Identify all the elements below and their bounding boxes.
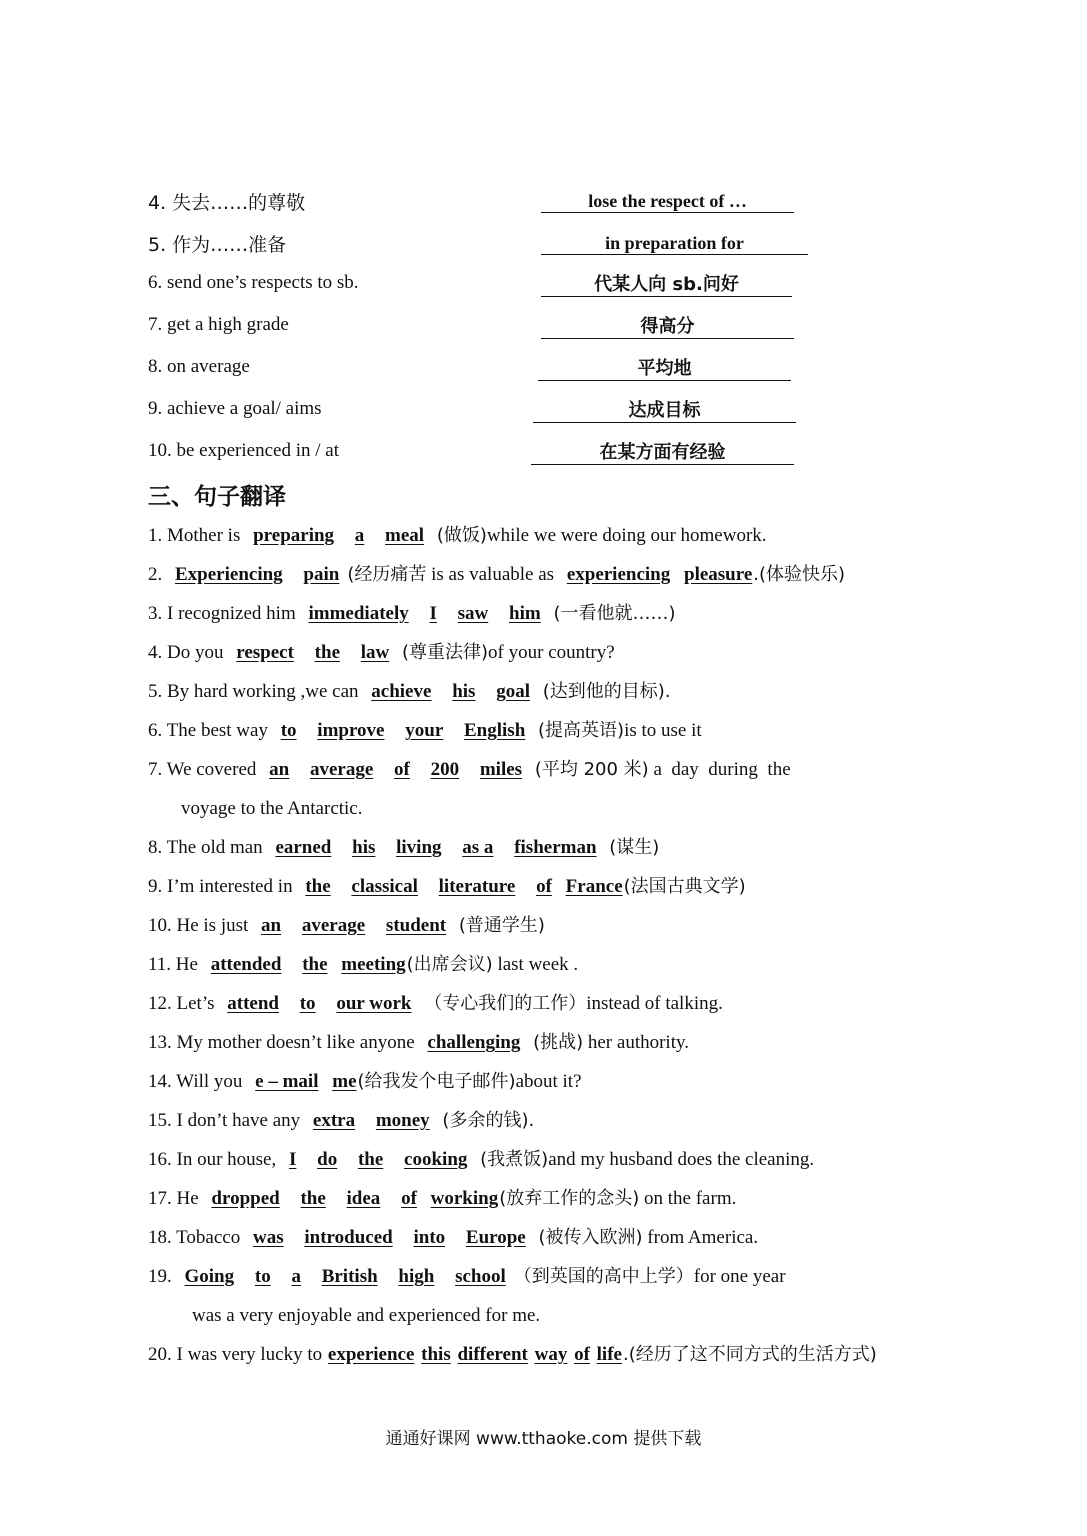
section-title: 三、句子翻译 xyxy=(148,484,286,510)
answer-blank: the xyxy=(305,876,331,897)
sentence-11 xyxy=(148,952,998,978)
answer-blank: pain xyxy=(303,564,340,585)
answer-blank: miles xyxy=(479,759,523,780)
phrase-row xyxy=(148,356,1008,386)
chinese-hint: (给我发个电子邮件) xyxy=(357,1071,516,1092)
answer-blank: this xyxy=(421,1344,451,1365)
sentence-text: is to use it xyxy=(624,720,702,741)
answer-blank: of xyxy=(394,759,410,780)
answer-blank: respect xyxy=(236,642,294,663)
sentence-continuation: was a very enjoyable and experienced for me. xyxy=(192,1305,541,1326)
chinese-hint: (多余的钱). xyxy=(442,1110,535,1131)
answer-blank: dropped xyxy=(211,1188,280,1209)
answer-blank: to xyxy=(254,1266,271,1287)
answer-blank: British xyxy=(321,1266,378,1287)
answer-blank: the xyxy=(302,954,328,975)
phrase-answer: 平均地 xyxy=(538,358,791,381)
chinese-hint: (一看他就……) xyxy=(553,603,676,624)
answer-blank: working xyxy=(430,1188,499,1209)
answer-blank: into xyxy=(413,1227,446,1248)
chinese-hint: (普通学生) xyxy=(458,915,545,936)
answer-blank: the xyxy=(357,1149,384,1170)
sentence-text: 17. He xyxy=(148,1188,199,1209)
sentence-18 xyxy=(148,1225,998,1251)
answer-blank: achieve xyxy=(371,681,432,702)
answer-blank: earned xyxy=(275,837,332,858)
sentence-8 xyxy=(148,835,998,861)
sentence-text: 13. My mother doesn’t like anyone xyxy=(148,1032,415,1053)
answer-blank: an xyxy=(261,915,282,936)
phrase-question: 9. achieve a goal/ aims xyxy=(148,398,322,419)
sentence-text: from America. xyxy=(647,1227,759,1248)
phrase-question: 10. be experienced in / at xyxy=(148,440,339,461)
answer-blank: 200 xyxy=(430,759,460,780)
chinese-hint: （到英国的高中上学） xyxy=(513,1266,694,1287)
phrase-answer: 在某方面有经验 xyxy=(531,442,794,465)
answer-blank: money xyxy=(375,1110,430,1131)
chinese-hint: (谋生) xyxy=(609,837,660,858)
answer-blank: Europe xyxy=(465,1227,526,1248)
answer-blank: school xyxy=(455,1266,506,1287)
phrase-row xyxy=(148,188,1008,218)
sentence-text: 19. xyxy=(148,1266,172,1287)
phrase-row xyxy=(148,314,1008,344)
sentence-text: 3. I recognized him xyxy=(148,603,296,624)
answer-blank: I xyxy=(288,1149,297,1170)
answer-blank: of xyxy=(536,876,552,897)
phrase-answer: 达成目标 xyxy=(533,400,796,423)
answer-blank: goal xyxy=(496,681,530,702)
phrase-question: 5. 作为……准备 xyxy=(148,234,287,256)
phrase-row xyxy=(148,398,1008,428)
answer-blank: do xyxy=(317,1149,338,1170)
answer-blank: average xyxy=(309,759,374,780)
phrase-question: 6. send one’s respects to sb. xyxy=(148,272,359,293)
sentence-text: last week . xyxy=(497,954,579,975)
sentence-text: 9. I’m interested in xyxy=(148,876,293,897)
sentence-text: 1. Mother is xyxy=(148,525,241,546)
sentence-text: 6. The best way xyxy=(148,720,268,741)
sentence-text: 4. Do you xyxy=(148,642,224,663)
phrase-row xyxy=(148,440,1008,470)
chinese-hint: (达到他的目标). xyxy=(542,681,671,702)
answer-blank: preparing xyxy=(253,525,335,546)
sentence-text: 11. He xyxy=(148,954,198,975)
phrase-answer: in preparation for xyxy=(541,232,808,255)
answer-blank: to xyxy=(280,720,297,741)
answer-blank: attended xyxy=(210,954,282,975)
answer-blank: idea xyxy=(346,1188,381,1209)
answer-blank: a xyxy=(291,1266,301,1287)
sentence-1 xyxy=(148,523,998,549)
answer-blank: life xyxy=(596,1344,622,1365)
answer-blank: student xyxy=(385,915,447,936)
sentence-7 xyxy=(148,757,998,783)
answer-blank: Going xyxy=(184,1266,235,1287)
answer-blank: meeting xyxy=(341,954,406,975)
answer-blank: classical xyxy=(351,876,418,897)
answer-blank: our work xyxy=(336,993,412,1014)
sentence-text: 10. He is just xyxy=(148,915,249,936)
answer-blank: average xyxy=(301,915,366,936)
chinese-hint: (做饭) xyxy=(436,525,487,546)
sentence-17 xyxy=(148,1186,998,1212)
answer-blank: the xyxy=(300,1188,326,1209)
sentence-12 xyxy=(148,991,998,1017)
phrase-row xyxy=(148,230,1008,260)
answer-blank: pleasure xyxy=(684,564,753,585)
answer-blank: literature xyxy=(438,876,516,897)
answer-blank: fisherman xyxy=(514,837,597,858)
answer-blank: cooking xyxy=(404,1149,468,1170)
sentence-text: instead of talking. xyxy=(586,993,723,1014)
chinese-hint: （专心我们的工作） xyxy=(424,993,587,1014)
sentence-continuation: voyage to the Antarctic. xyxy=(181,798,363,819)
sentence-16 xyxy=(148,1147,998,1173)
chinese-hint: (经历痛苦 xyxy=(347,564,427,585)
sentence-text: on the farm. xyxy=(644,1188,737,1209)
sentence-10 xyxy=(148,913,998,939)
answer-blank: a xyxy=(354,525,365,546)
sentence-text: about it? xyxy=(515,1071,582,1092)
chinese-hint: (放弃工作的念头) xyxy=(499,1188,640,1209)
answer-blank: was xyxy=(253,1227,284,1248)
sentence-text: for one year xyxy=(693,1266,786,1287)
sentence-text: is as valuable as xyxy=(431,564,555,585)
answer-blank: saw xyxy=(457,603,489,624)
answer-blank: immediately xyxy=(308,603,409,624)
page-footer: 通通好课网 www.tthaoke.com 提供下载 xyxy=(385,1429,702,1449)
answer-blank: English xyxy=(464,720,526,741)
phrase-answer: 代某人向 sb.问好 xyxy=(541,274,792,297)
chinese-hint: (尊重法律) xyxy=(402,642,489,663)
sentence-3 xyxy=(148,601,998,627)
answer-blank: introduced xyxy=(304,1227,393,1248)
chinese-hint: (我煮饭) xyxy=(480,1149,549,1170)
answer-blank: as a xyxy=(462,837,494,858)
sentence-text: 14. Will you xyxy=(148,1071,243,1092)
answer-blank: Experiencing xyxy=(175,564,283,585)
phrase-question: 8. on average xyxy=(148,356,250,377)
answer-blank: his xyxy=(452,681,476,702)
answer-blank: challenging xyxy=(427,1032,521,1053)
chinese-hint: .(体验快乐) xyxy=(753,564,846,585)
answer-blank: to xyxy=(299,993,316,1014)
sentence-text: 12. Let’s xyxy=(148,993,215,1014)
answer-blank: France xyxy=(565,876,623,897)
sentence-15 xyxy=(148,1108,998,1134)
answer-blank: law xyxy=(360,642,390,663)
sentence-5 xyxy=(148,679,998,705)
sentence-text: and my husband does the cleaning. xyxy=(548,1149,815,1170)
sentence-6 xyxy=(148,718,998,744)
phrase-answer: lose the respect of … xyxy=(541,190,794,213)
answer-blank: me xyxy=(332,1071,357,1092)
chinese-hint: (平均 200 米) xyxy=(534,759,649,780)
sentence-text: a day during the xyxy=(653,759,791,780)
sentence-2 xyxy=(148,562,998,588)
answer-blank: your xyxy=(405,720,444,741)
answer-blank: of xyxy=(401,1188,417,1209)
answer-blank: attend xyxy=(227,993,279,1014)
sentence-text: 16. In our house, xyxy=(148,1149,277,1170)
sentence-text: 5. By hard working ,we can xyxy=(148,681,359,702)
chinese-hint: (法国古典文学) xyxy=(623,876,746,897)
phrase-row xyxy=(148,272,1008,302)
sentence-4 xyxy=(148,640,998,666)
answer-blank: meal xyxy=(385,525,425,546)
phrase-question: 7. get a high grade xyxy=(148,314,289,335)
answer-blank: of xyxy=(574,1344,590,1365)
answer-blank: experience xyxy=(327,1344,415,1365)
answer-blank: improve xyxy=(317,720,385,741)
sentence-text: 7. We covered xyxy=(148,759,257,780)
answer-blank: an xyxy=(269,759,290,780)
sentence-text: her authority. xyxy=(587,1032,689,1053)
answer-blank: his xyxy=(352,837,376,858)
sentence-20 xyxy=(148,1342,998,1368)
chinese-hint: .(经历了这不同方式的生活方式) xyxy=(622,1344,877,1365)
chinese-hint: (提高英语) xyxy=(538,720,625,741)
chinese-hint: (出席会议) xyxy=(406,954,493,975)
answer-blank: I xyxy=(429,603,437,624)
sentence-9 xyxy=(148,874,998,900)
sentence-text: 8. The old man xyxy=(148,837,263,858)
sentence-text: while we were doing our homework. xyxy=(486,525,767,546)
sentence-14 xyxy=(148,1069,998,1095)
answer-blank: e – mail xyxy=(255,1071,319,1092)
phrase-answer: 得高分 xyxy=(541,316,794,339)
sentence-text: 20. I was very lucky to xyxy=(148,1344,323,1365)
sentence-text: 15. I don’t have any xyxy=(148,1110,301,1131)
answer-blank: different xyxy=(457,1344,528,1365)
answer-blank: him xyxy=(509,603,541,624)
sentence-text: of your country? xyxy=(488,642,615,663)
answer-blank: extra xyxy=(312,1110,356,1131)
answer-blank: way xyxy=(534,1344,568,1365)
answer-blank: high xyxy=(398,1266,435,1287)
answer-blank: the xyxy=(314,642,340,663)
sentence-text: 2. xyxy=(148,564,163,585)
sentence-text: 18. Tobacco xyxy=(148,1227,241,1248)
chinese-hint: (被传入欧洲) xyxy=(538,1227,643,1248)
answer-blank: experiencing xyxy=(566,564,671,585)
answer-blank: living xyxy=(396,837,442,858)
phrase-question: 4. 失去……的尊敬 xyxy=(148,192,306,214)
sentence-13 xyxy=(148,1030,998,1056)
chinese-hint: (挑战) xyxy=(533,1032,584,1053)
sentence-19 xyxy=(148,1264,998,1290)
